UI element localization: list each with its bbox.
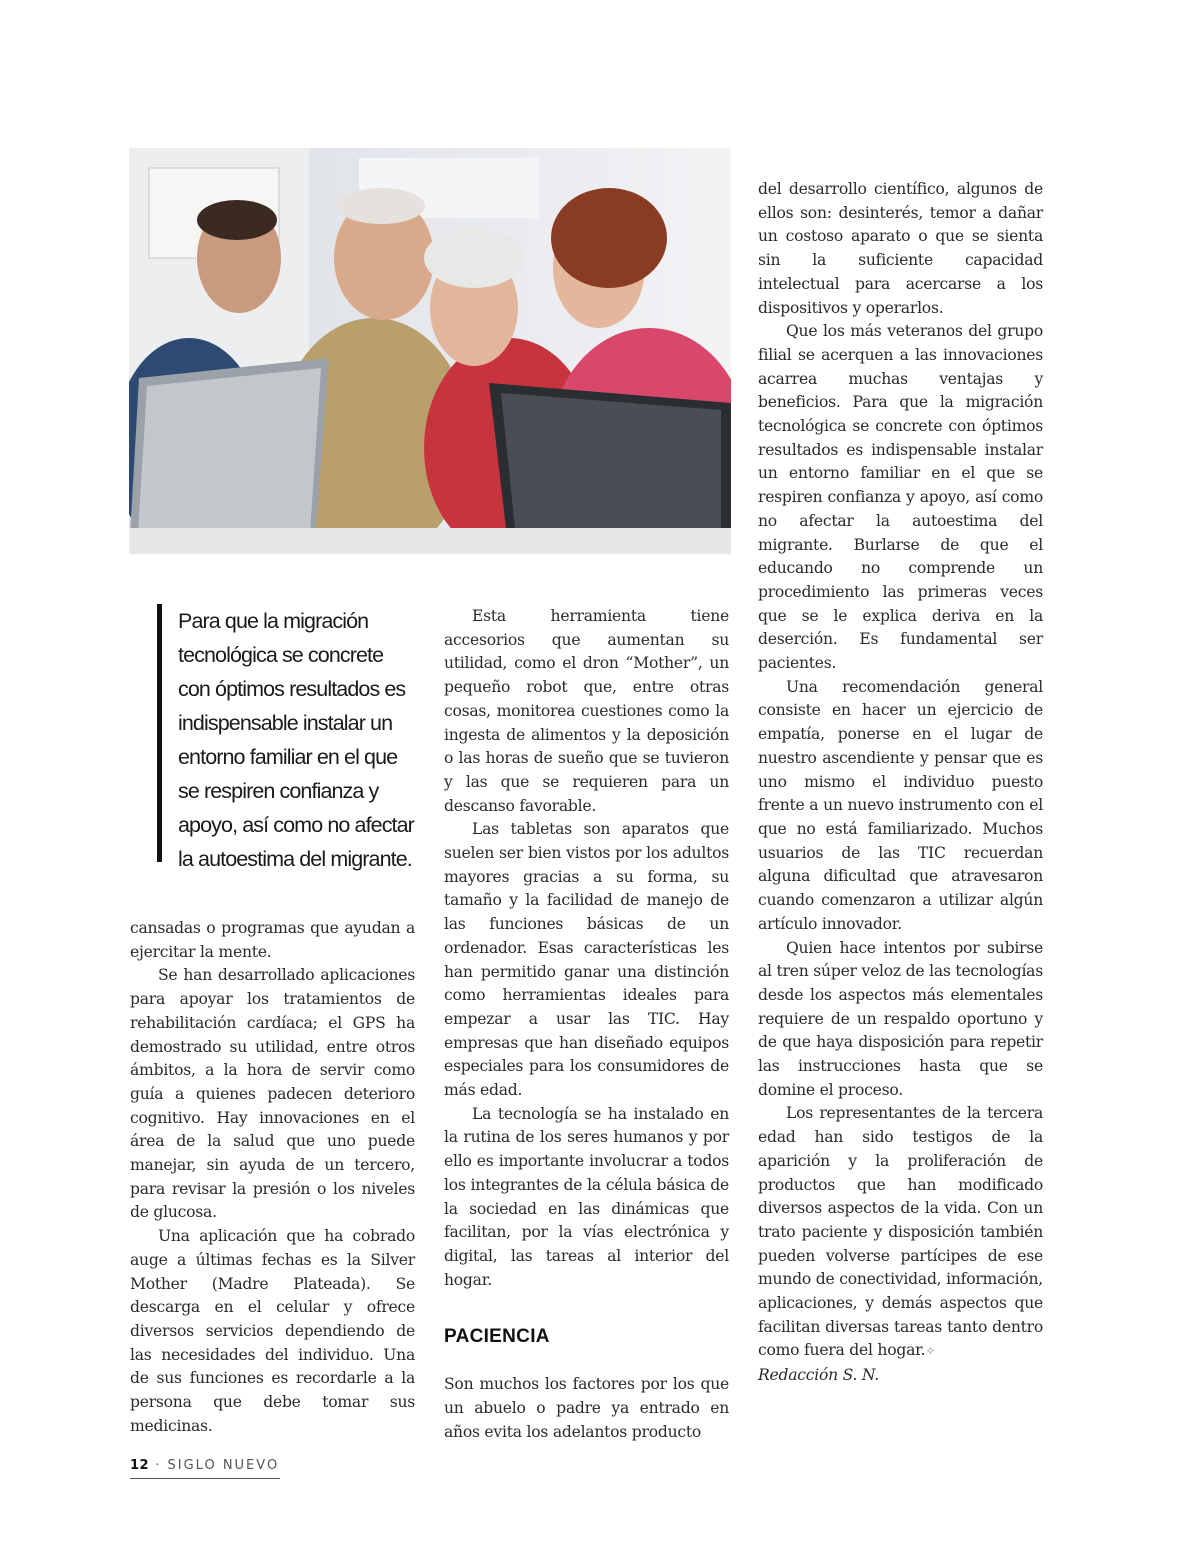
paragraph-text: Los representantes de la tercera edad han sido testigos de la aparición y la proliferación de productos que han modificado diversos aspectos de la vida. Con un trato paciente y disposición también pueden volverse partícipes de ese mundo de conectividad, información, aplicaciones, y demás aspectos que facilitan diversas tareas tanto dentro como fuera del hogar.	[758, 1104, 1043, 1360]
paragraph: Una aplicación que ha cobrado auge a últimas fechas es la Silver Mother (Madre Plateada). Se descarga en el celular y ofrece diversos servicios dependiendo de las necesidades del individuo. Una de sus funciones es recordarle a la persona que debe tomar sus medicinas.	[130, 1227, 415, 1435]
paragraph: La tecnología se ha instalado en la rutina de los seres humanos y por ello es importante involucrar a todos los integrantes de la célula básica de la sociedad en las dinámicas que facilitan, por la vías electrónica y digital, las tareas al interior del hogar.	[444, 1104, 729, 1289]
author-signature: Redacción S. N.	[758, 1366, 879, 1385]
pull-quote-text: Para que la migración tecnológica se concrete con óptimos resultados es indispensable instalar un entorno familiar en el que se respiren confianza y apoyo, así como no afectar la autoestima del migrante.	[178, 609, 414, 871]
section-heading: PACIENCIA	[444, 1326, 550, 1348]
end-mark-icon: ✧	[925, 1344, 936, 1359]
paragraph: cansadas o programas que ayudan a ejercitar la mente.	[130, 919, 415, 961]
paragraph: Una recomendación general consiste en hacer un ejercicio de empatía, ponerse en el lugar de nuestro ascendiente y pensar que es uno mismo el individuo puesto frente a un nuevo instrumento con el que no está familiarizado. Muchos usuarios de las TIC recuerdan alguna dificultad que atravesaron cuando comenzaron a utilizar algún artículo innovador.	[758, 677, 1043, 933]
paragraph: Quien hace intentos por subirse al tren súper veloz de las tecnologías desde los aspectos más elementales requiere de un respaldo oportuno y de que haya disposición para repetir las instrucciones hasta que se domine el proceso.	[758, 938, 1043, 1099]
footer-separator: ·	[155, 1458, 162, 1473]
article-column-1	[130, 917, 415, 1438]
paragraph: del desarrollo científico, algunos de ellos son: desinterés, temor a dañar un costoso aparato o que se sienta sin la suficiente capacidad intelectual para acercarse a los dispositivos y operarlos.	[758, 180, 1043, 317]
paragraph: Que los más veteranos del grupo filial se acerquen a las innovaciones acarrea muchas ventajas y beneficios. Para que la migración tecnológica se concrete con óptimos resultados es indispensable instalar un entorno familiar en el que se respiren confianza y apoyo, así como no afectar la autoestima del migrante. Burlarse de que el educando no comprende un procedimiento las primeras veces que se le explica deriva en la deserción. Es fundamental ser pacientes.	[758, 322, 1043, 673]
page-footer	[130, 1458, 280, 1479]
article-column-2	[444, 605, 729, 1444]
paragraph	[758, 1102, 1043, 1364]
article-photo	[129, 148, 731, 554]
paragraph: Se han desarrollado aplicaciones para apoyar los tratamientos de rehabilitación cardíaca; el GPS ha demostrado su utilidad, entre otros ámbitos, a la hora de servir como guía a quienes padecen deterioro cognitivo. Hay innovaciones en el área de la salud que uno puede manejar, sin ayuda de un tercero, para revisar la presión o los niveles de glucosa.	[130, 966, 415, 1222]
publication-name: SIGLO NUEVO	[167, 1458, 280, 1473]
paragraph: Las tabletas son aparatos que suelen ser bien vistos por los adultos mayores gracias a su forma, su tamaño y la facilidad de manejo de las funciones básicas de un ordenador. Esas características les han permitido ganar una distinción como herramientas ideales para empezar a usar las TIC. Hay empresas que han diseñado equipos especiales para los consumidores de más edad.	[444, 820, 729, 1100]
paragraph: Son muchos los factores por los que un abuelo o padre ya entrado en años evita los adelantos producto	[444, 1375, 729, 1441]
photo-of-seniors-using-laptops-icon	[129, 148, 731, 554]
paragraph: Esta herramienta tiene accesorios que aumentan su utilidad, como el dron “Mother”, un pequeño robot que, entre otras cosas, monitorea cuestiones como la ingesta de alimentos y la deposición o las horas de sueño que se tuvieron y las que se requieren para un descanso favorable.	[444, 607, 729, 815]
article-column-3	[758, 178, 1043, 1388]
page-number: 12	[130, 1458, 150, 1473]
pull-quote	[157, 604, 419, 871]
